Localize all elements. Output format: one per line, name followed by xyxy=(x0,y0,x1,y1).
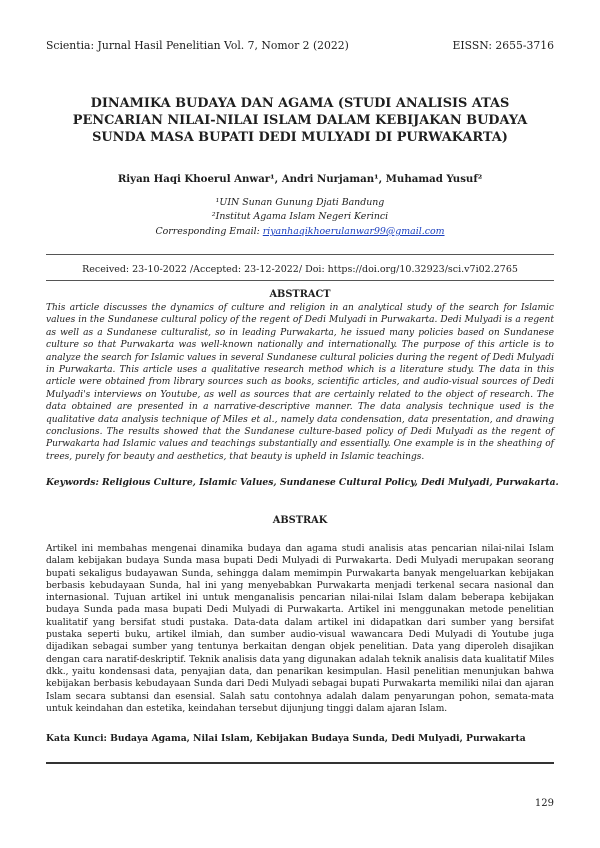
affiliation-2: ²Institut Agama Islam Negeri Kerinci xyxy=(211,211,389,222)
keywords: Keywords: Religious Culture, Islamic Values, Sundanese Cultural Policy, Dedi Mulyadi, Purwakarta. xyxy=(46,477,559,488)
divider xyxy=(46,280,554,281)
received-accepted-doi: Received: 23-10-2022 /Accepted: 23-12-2022/ Doi: https://doi.org/10.32923/sci.v7i02.2765 xyxy=(82,264,518,275)
abstract-heading: ABSTRACT xyxy=(269,289,331,300)
authors: Riyan Haqi Khoerul Anwar¹, Andri Nurjaman¹, Muhamad Yusuf² xyxy=(117,173,483,185)
corresponding-email-line xyxy=(46,226,554,237)
title-line: DINAMIKA BUDAYA DAN AGAMA (STUDI ANALISIS ATAS xyxy=(90,96,510,111)
eissn: EISSN: 2655-3716 xyxy=(452,39,554,52)
page-number: 129 xyxy=(534,798,554,809)
corresponding-label: Corresponding Email: xyxy=(155,226,260,237)
article-title xyxy=(46,95,554,146)
kata-kunci: Kata Kunci: Budaya Agama, Nilai Islam, Kebijakan Budaya Sunda, Dedi Mulyadi, Purwakarta xyxy=(46,733,526,744)
divider xyxy=(46,762,554,764)
abstrak-heading: ABSTRAK xyxy=(272,515,328,526)
email-link[interactable]: riyanhaqikhoerulanwar99@gmail.com xyxy=(262,226,445,237)
abstrak-body: Artikel ini membahas mengenai dinamika budaya dan agama studi analisis atas pencarian nilai-nilai Islam dalam kebijakan budaya Sunda masa bupati Dedi Mulyadi di Purwakarta. Dedi Mulyadi merupakan seorang bupati sekaligus budayawan Sunda, sehingga dalam memimpin Purwakarta banyak mengeluarkan kebijakan berbasis kebudayaan Sunda, hal ini yang menyebabkan Purwakarta menjadi terkenal secara nasional dan internasional. Tujuan artikel ini untuk menganalisis pencarian nilai-nilai Islam dalam beberapa kebijakan budaya Sunda pada masa bupati Dedi Mulyadi di Purwakarta. Artikel ini menggunakan metode penelitian kualitatif yang bersifat studi pustaka. Data-data dalam artikel ini didapatkan dari sumber yang bersifat pustaka seperti buku, artikel ilmiah, dan sumber audio-visual wawancara Dedi Mulyadi di Youtube juga dijadikan sebagai sumber yang tentunya berkaitan dengan objek penelitian. Data yang diperoleh disajikan dengan cara naratif-deskriptif. Teknik analisis data yang digunakan adalah teknik analisis data kualitatif Miles dkk., yaitu kondensasi data, penyajian data, dan penarikan kesimpulan. Hasil penelitian menunjukan bahwa kebijakan berbasis kebudayaan Sunda dari Dedi Mulyadi sebagai bupati Purwakarta memiliki nilai dan ajaran Islam secara subtansi dan esensial. Salah satu contohnya adalah dalam penyarungan pohon, semata-mata untuk keindahan dan estetika, keindahan tersebut dijunjung tinggi dalam ajaran Islam. xyxy=(46,544,554,714)
title-line: SUNDA MASA BUPATI DEDI MULYADI DI PURWAKARTA) xyxy=(92,130,508,145)
running-head xyxy=(46,39,554,53)
journal-citation: Scientia: Jurnal Hasil Penelitian Vol. 7, Nomor 2 (2022) xyxy=(46,39,349,52)
title-line: PENCARIAN NILAI-NILAI ISLAM DALAM KEBIJAKAN BUDAYA xyxy=(72,113,528,128)
divider xyxy=(46,254,554,255)
abstract-body: This article discusses the dynamics of culture and religion in an analytical study of the search for Islamic values in the Sundanese cultural policy of the regent of Dedi Mulyadi in Purwakarta. Dedi Mulyadi is a regent as well as a Sundanese culturalist, so in leading Purwakarta, he issued many policies based on Sundanese culture so that Purwakarta was well-known nationally and internationally. The purpose of this article is to analyze the search for Islamic values in several Sundanese cultural policies during the regent of Dedi Mulyadi in Purwakarta. This article uses a qualitative research method which is a literature study. The data in this article were obtained from library sources such as books, scientific articles, and audio-visual sources of Dedi Mulyadi's interviews on Youtube, as well as sources that are certainly related to the object of research. The data obtained are presented in a narrative-descriptive manner. The data analysis technique used is the qualitative data analysis technique of Miles et al., namely data condensation, data presentation, and drawing conclusions. The results showed that the Sundanese culture-based policy of Dedi Mulyadi as the regent of Purwakarta had Islamic values and teachings substantially and essentially. One example is in the sheathing of trees, purely for beauty and aesthetics, that beauty is upheld in Islamic teachings. xyxy=(46,303,554,462)
affiliation-1: ¹UIN Sunan Gunung Djati Bandung xyxy=(215,197,385,208)
